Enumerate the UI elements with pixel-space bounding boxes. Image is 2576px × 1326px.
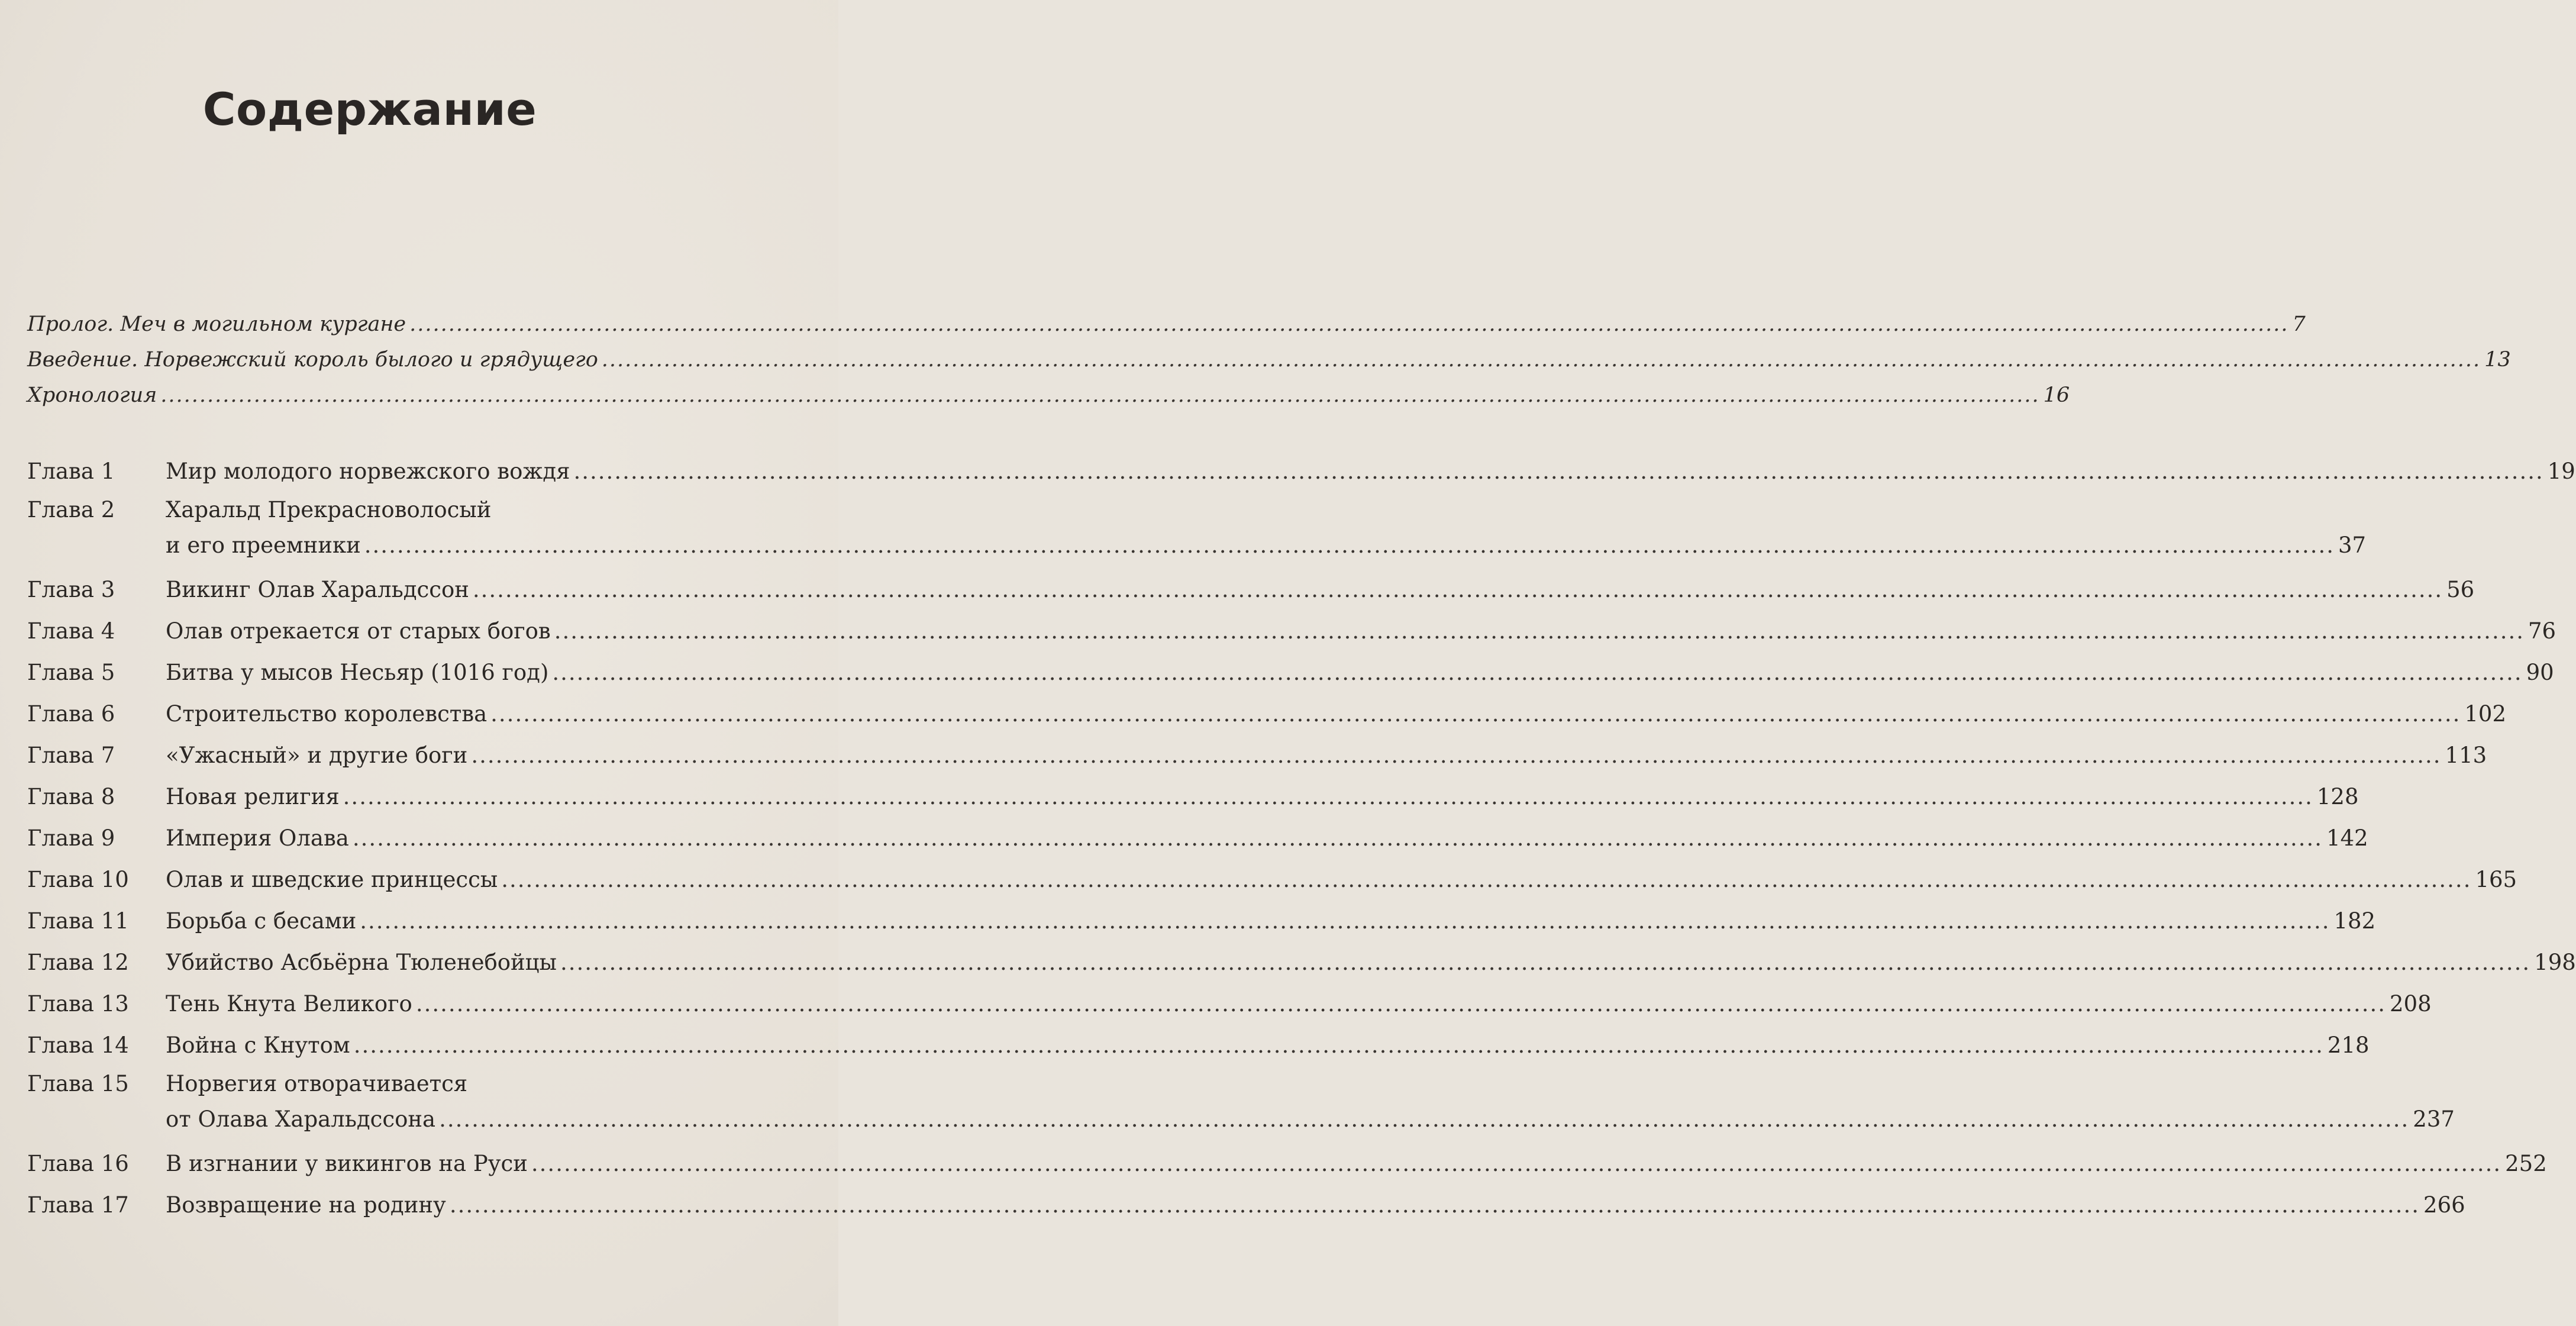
dot-leader — [364, 528, 2335, 563]
chapter-entry — [27, 859, 2517, 901]
chapter-title: Олав отрекается от старых богов — [166, 618, 551, 644]
dot-leader — [353, 818, 2323, 859]
dot-leader — [160, 383, 2039, 407]
chapter-title: Олав и шведские принцессы — [166, 867, 498, 892]
page-number: 266 — [2423, 1192, 2465, 1218]
chapter-label: Глава 9 — [27, 825, 115, 851]
front-matter-entry — [27, 383, 2070, 419]
page-number: 218 — [2327, 1033, 2370, 1058]
page-number: 19 — [2547, 459, 2575, 484]
chapter-label: Глава 2 — [27, 497, 115, 522]
chapter-label: Глава 15 — [27, 1071, 129, 1096]
chapter-title: «Ужасный» и другие боги — [166, 743, 468, 768]
chapter-entry — [27, 942, 2576, 983]
page-number: 165 — [2475, 867, 2517, 892]
front-matter-entry — [27, 348, 2511, 383]
chapter-title: от Олава Харальдссона — [166, 1106, 436, 1132]
dot-leader — [471, 735, 2441, 776]
chapter-label: Глава 10 — [27, 867, 129, 892]
chapter-title: Харальд Прекрасноволосый — [166, 497, 492, 522]
chapter-title: Мир молодого норвежского вождя — [166, 459, 570, 484]
chapter-entry — [27, 451, 2575, 492]
chapter-label: Глава 11 — [27, 908, 129, 934]
page-number: 102 — [2464, 701, 2506, 727]
chapter-title: В изгнании у викингов на Руси — [166, 1151, 528, 1176]
chapter-entry — [27, 1025, 2370, 1066]
front-matter-entry — [27, 312, 2306, 348]
chapter-entry — [27, 901, 2376, 942]
page-number: 128 — [2316, 784, 2359, 809]
chapter-label: Глава 6 — [27, 701, 115, 727]
chapter-entry — [27, 611, 2556, 652]
chapter-label: Глава 12 — [27, 950, 129, 975]
dot-leader — [409, 312, 2288, 336]
entry-title: Введение. Норвежский король былого и грядущего — [27, 348, 598, 372]
dot-leader — [416, 983, 2386, 1025]
chapter-title: и его преемники — [166, 533, 361, 558]
chapter-title: Викинг Олав Харальдссон — [166, 577, 469, 602]
front-matter-list — [27, 312, 2511, 419]
dot-leader — [531, 1143, 2501, 1185]
chapter-title: Новая религия — [166, 784, 340, 809]
chapter-label: Глава 16 — [27, 1151, 129, 1176]
entry-title: Пролог. Меч в могильном кургане — [27, 312, 406, 336]
chapter-entry — [27, 735, 2487, 776]
dot-leader — [501, 859, 2471, 901]
chapter-entry — [27, 1066, 2455, 1143]
page-number: 76 — [2527, 618, 2556, 644]
chapter-title: Возвращение на родину — [166, 1192, 446, 1218]
dot-leader — [490, 693, 2461, 735]
chapter-entry — [27, 693, 2506, 735]
dot-leader — [439, 1102, 2409, 1137]
dot-leader — [574, 451, 2544, 492]
chapter-entry — [27, 983, 2432, 1025]
chapter-title: Битва у мысов Несьяр (1016 год) — [166, 660, 549, 685]
page-number: 7 — [2292, 312, 2306, 336]
dot-leader — [360, 901, 2330, 942]
dot-leader — [473, 569, 2443, 611]
chapter-entry — [27, 569, 2475, 611]
page-number: 182 — [2333, 908, 2376, 934]
dot-leader — [602, 348, 2481, 372]
chapter-label: Глава 8 — [27, 784, 115, 809]
chapter-entry — [27, 1185, 2465, 1226]
page-number: 90 — [2526, 660, 2554, 685]
chapter-label: Глава 7 — [27, 743, 115, 768]
chapter-entry — [27, 652, 2554, 693]
page-number: 113 — [2445, 743, 2487, 768]
entry-title: Хронология — [27, 383, 157, 407]
page-number: 208 — [2390, 991, 2432, 1017]
chapter-title: Война с Кнутом — [166, 1033, 350, 1058]
chapter-label: Глава 4 — [27, 618, 115, 644]
chapter-title: Строительство королевства — [166, 701, 488, 727]
chapter-title: Убийство Асбьёрна Тюленебойцы — [166, 950, 557, 975]
page-title: Содержание — [202, 83, 537, 135]
chapter-entry — [27, 818, 2368, 859]
chapter-entry — [27, 776, 2359, 818]
dot-leader — [552, 652, 2522, 693]
chapter-title: Борьба с бесами — [166, 908, 357, 934]
chapter-title: Норвегия отворачивается — [166, 1071, 468, 1096]
page-number: 16 — [2043, 383, 2070, 407]
dot-leader — [554, 611, 2525, 652]
page-number: 56 — [2446, 577, 2475, 602]
chapter-label: Глава 3 — [27, 577, 115, 602]
page-number: 237 — [2413, 1106, 2455, 1132]
chapter-entry — [27, 492, 2367, 569]
chapter-label: Глава 17 — [27, 1192, 129, 1218]
chapter-title: Тень Кнута Великого — [166, 991, 412, 1017]
dot-leader — [354, 1025, 2324, 1066]
chapter-label: Глава 1 — [27, 459, 115, 484]
chapter-label: Глава 13 — [27, 991, 129, 1017]
chapter-title: Империя Олава — [166, 825, 349, 851]
page-number: 142 — [2326, 825, 2368, 851]
chapter-entry — [27, 1143, 2547, 1185]
chapter-label: Глава 14 — [27, 1033, 129, 1058]
dot-leader — [343, 776, 2313, 818]
chapter-label: Глава 5 — [27, 660, 115, 685]
chapter-list — [27, 451, 2576, 1226]
page-number: 13 — [2484, 348, 2511, 372]
dot-leader — [560, 942, 2530, 983]
dot-leader — [450, 1185, 2420, 1226]
page-number: 37 — [2338, 533, 2367, 558]
page-number: 252 — [2505, 1151, 2547, 1176]
page-number: 198 — [2534, 950, 2576, 975]
